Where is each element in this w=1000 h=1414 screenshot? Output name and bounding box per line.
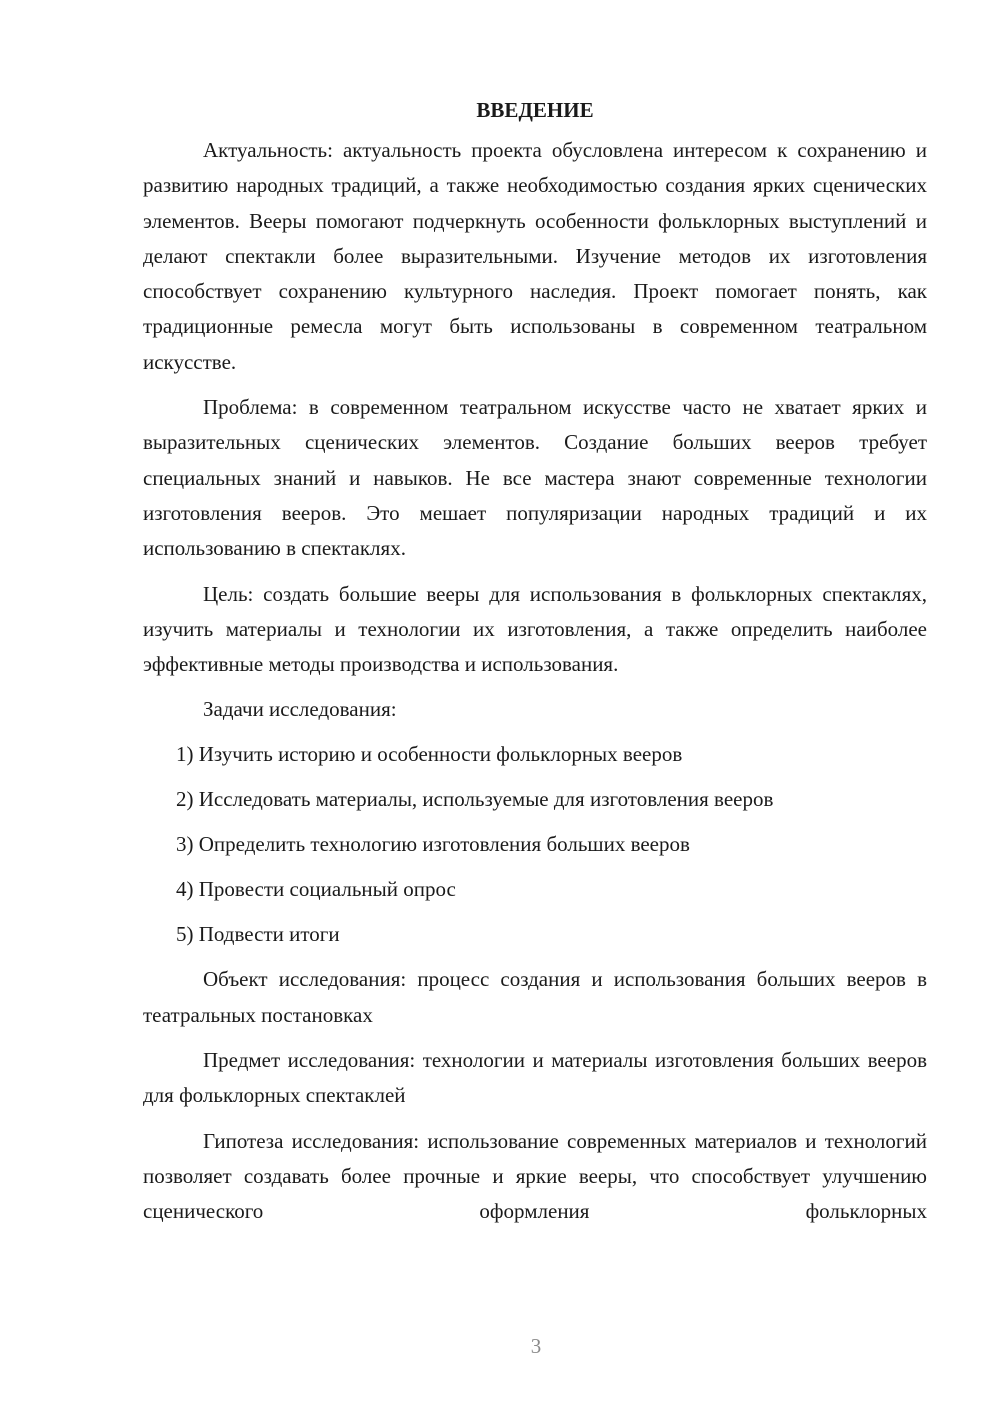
subject-paragraph: Предмет исследования: технологии и материалы изготовления больших вееров для фольклорных спектаклей [143,1048,927,1108]
task-item: 1) Изучить историю и особенности фольклорных вееров [176,742,683,767]
task-item: 2) Исследовать материалы, используемые для изготовления вееров [176,787,774,812]
section-heading: ВВЕДЕНИЕ [476,98,594,122]
task-item: 5) Подвести итоги [176,922,340,947]
relevance-paragraph: Актуальность: актуальность проекта обусловлена интересом к сохранению и развитию народных традиций, а также необходимостью создания ярких сценических элементов. Вееры помогают подчеркнуть особенности фольклорных выступлений и делают спектакли более выразительными. Изучение методов их изготовления способствует сохранению культурного наследия. Проект помогает понять, как традиционные ремесла могут быть использованы в современном театральном искусстве. [143,138,927,374]
page-content [143,96,927,1240]
tasks-heading: Задачи исследования: [203,697,397,722]
problem-paragraph: Проблема: в современном театральном искусстве часто не хватает ярких и выразительных сценических элементов. Создание больших вееров требует специальных знаний и навыков. Не все мастера знают современные технологии изготовления вееров. Это мешает популяризации народных традиций и их использованию в спектаклях. [143,395,927,561]
object-paragraph: Объект исследования: процесс создания и использования больших вееров в театральных постановках [143,967,927,1027]
goal-paragraph: Цель: создать большие вееры для использования в фольклорных спектаклях, изучить материалы и технологии их изготовления, а также определить наиболее эффективные методы производства и использования. [143,581,927,677]
task-item: 3) Определить технологию изготовления больших вееров [176,832,690,857]
hypothesis-paragraph: Гипотеза исследования: использование современных материалов и технологий позволяет создавать более прочные и яркие вееры, что способствует улучшению сценического оформления фольклорных [143,1128,927,1224]
task-item: 4) Провести социальный опрос [176,877,456,902]
page-number: 3 [530,1334,542,1358]
